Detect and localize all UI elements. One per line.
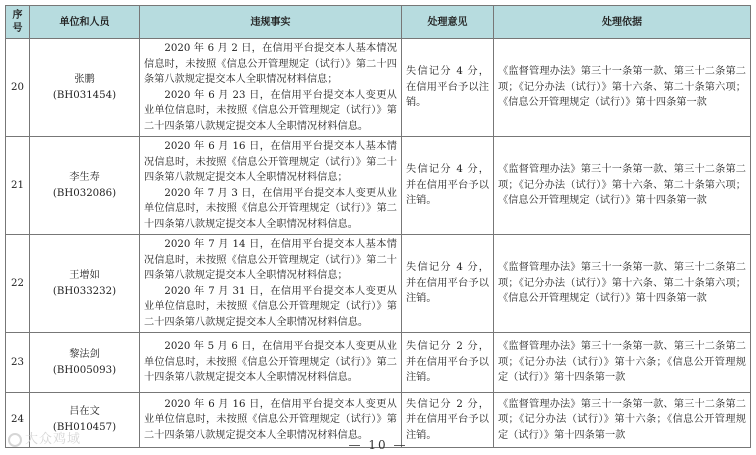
fact-paragraph: 2020 年 6 月 16 日，在信用平台提交本人基本情况信息时，未按照《信息公开管理规定（试行）》第二十四条第八款规定提交本人全职情况材料信息； [144,141,397,183]
row-person [30,39,140,137]
fact-paragraph: 2020 年 6 月 2 日，在信用平台提交本人基本情况信息时，未按照《信息公开管理规定（试行）》第二十四条第八款规定提交本人全职情况材料信息； [144,43,397,85]
row-basis: 《监督管理办法》第三十一条第一款、第三十二条第二项；《记分办法（试行）》第十六条、第二十条第六项；《信息公开管理规定（试行）》第十四条第一款 [494,39,751,137]
person-code: (BH031454) [52,89,117,101]
person-name: 黎法剑 [69,348,100,360]
person-name: 张鹏 [74,73,95,85]
fact-paragraph: 2020 年 5 月 6 日，在信用平台提交本人变更从业单位信息时，未按照《信息公开管理规定（试行）》第二十四条第八款规定提交本人全职情况材料信息。 [144,341,397,384]
row-basis: 《监督管理办法》第三十一条第一款、第三十二条第二项；《记分办法（试行）》第十六条、第二十条第六项；《信息公开管理规定（试行）》第十四条第一款 [494,235,751,333]
row-facts [140,39,402,137]
row-opinion: 失信记分 2 分，并在信用平台予以注销。 [402,393,494,448]
header-basis: 处理依据 [494,6,751,39]
person-name: 王增如 [69,269,100,281]
row-seq: 23 [6,333,30,393]
row-opinion: 失信记分 4 分，并在信用平台予以注销。 [402,235,494,333]
row-seq: 21 [6,137,30,235]
page-number: — 10 — [348,438,408,452]
person-code: (BH010457) [52,422,117,433]
table-row [6,39,751,137]
fact-paragraph: 2020 年 7 月 3 日，在信用平台提交本人变更从业单位信息时，未按照《信息公开管理规定（试行）》第二十四条第八款规定提交本人全职情况材料信息。 [144,187,397,230]
row-opinion: 失信记分 2 分，并在信用平台予以注销。 [402,333,494,393]
row-person [30,137,140,235]
row-basis: 《监督管理办法》第三十一条第一款、第三十二条第二项；《记分办法（试行）》第十六条；《信息公开管理规定（试行）》第十四条第一款 [494,393,751,448]
row-person [30,333,140,393]
table-header-row [6,6,751,39]
fact-paragraph: 2020 年 7 月 31 日，在信用平台提交本人变更从业单位信息时，未按照《信息公开管理规定（试行）》第二十四条第八款规定提交本人全职情况材料信息。 [144,285,397,328]
row-facts [140,137,402,235]
header-opinion: 处理意见 [402,6,494,39]
person-name: 李生寿 [69,171,100,183]
person-name: 吕在文 [69,406,100,417]
person-code: (BH005093) [52,364,117,376]
row-basis: 《监督管理办法》第三十一条第一款、第三十二条第二项；《记分办法（试行）》第十六条、第二十条第六项；《信息公开管理规定（试行）》第十四条第一款 [494,137,751,235]
person-code: (BH032086) [52,187,117,199]
person-code: (BH033232) [52,285,117,297]
header-unit: 单位和人员 [30,6,140,39]
table-row [6,333,751,393]
row-facts [140,333,402,393]
row-basis: 《监督管理办法》第三十一条第一款、第三十二条第二项；《记分办法（试行）》第十六条；《信息公开管理规定（试行）》第十四条第一款 [494,333,751,393]
table-row [6,235,751,333]
header-facts: 违规事实 [140,6,402,39]
fact-paragraph: 2020 年 6 月 23 日，在信用平台提交本人变更从业单位信息时，未按照《信息公开管理规定（试行）》第二十四条第八款规定提交本人全职情况材料信息。 [144,89,397,132]
fact-paragraph: 2020 年 7 月 14 日，在信用平台提交本人基本情况信息时，未按照《信息公开管理规定（试行）》第二十四条第八款规定提交本人全职情况材料信息； [144,239,397,281]
row-opinion: 失信记分 4 分，并在信用平台予以注销。 [402,137,494,235]
row-person [30,235,140,333]
row-facts [140,235,402,333]
violations-table [5,5,751,448]
table-row [6,137,751,235]
row-seq: 24 [6,393,30,448]
row-seq: 22 [6,235,30,333]
watermark-text: 大众鸡域 [25,432,82,447]
fact-paragraph: 2020 年 6 月 16 日，在信用平台提交本人变更从业单位信息时，未按照《信息公开管理规定（试行）》第二十四条第八款规定提交本人全职情况材料信息。 [144,398,397,441]
header-seq: 序号 [6,6,30,39]
row-seq: 20 [6,39,30,137]
row-opinion: 失信记分 4 分，在信用平台予以注销。 [402,39,494,137]
